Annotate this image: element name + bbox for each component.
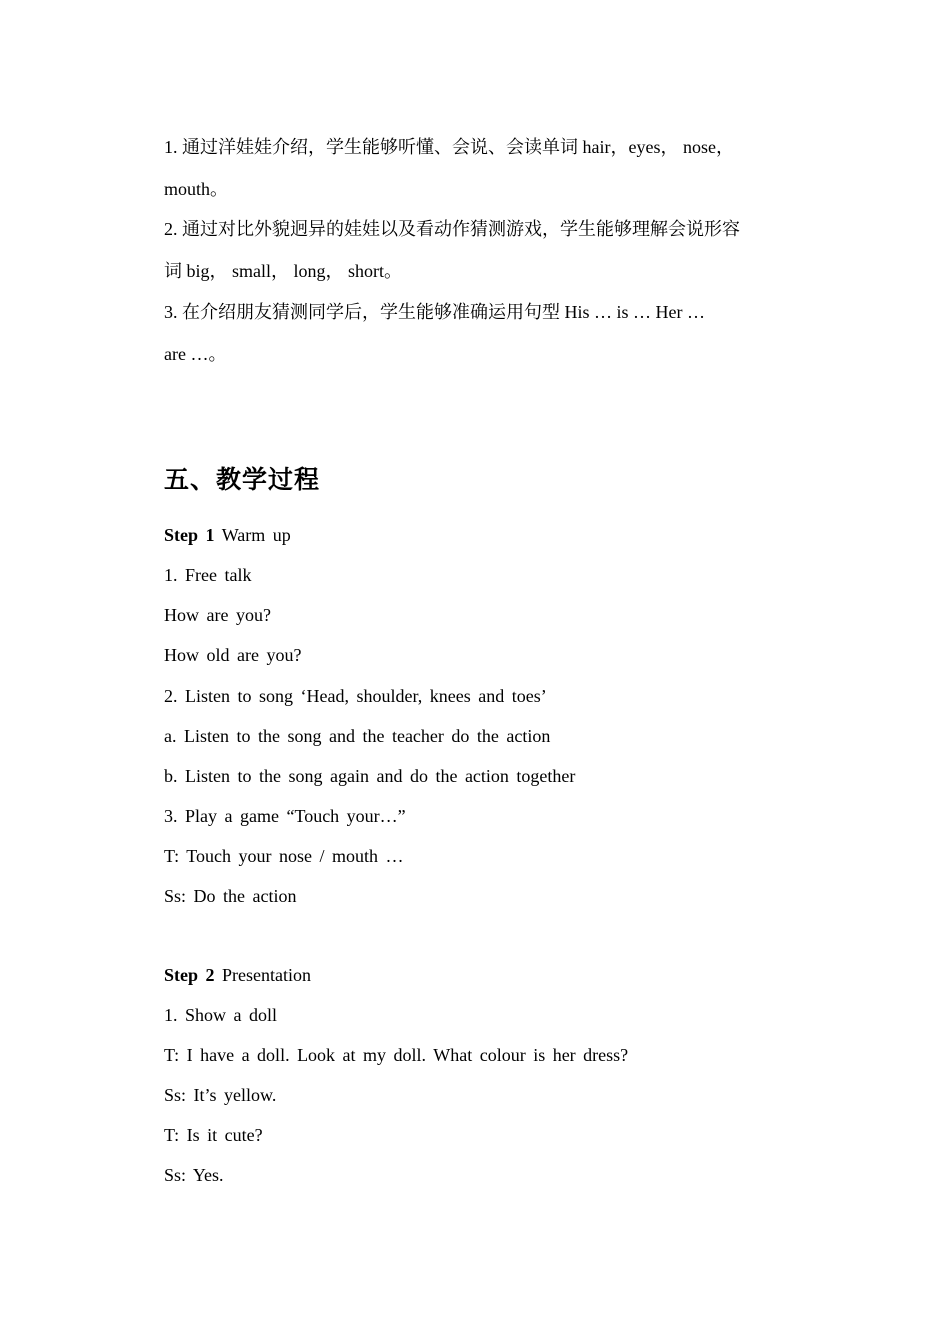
step-2-heading (164, 965, 311, 986)
step-1-line: Ss: Do the action (164, 886, 297, 906)
step-1-line: 3. Play a game “Touch your…” (164, 806, 406, 826)
step-1-line: T: Touch your nose / mouth … (164, 846, 404, 866)
step-1-line: 2. Listen to song ‘Head, shoulder, knees and toes’ (164, 686, 547, 706)
step-2-label: Step 2 (164, 965, 215, 985)
objective-1-line-2: mouth。 (164, 179, 229, 199)
step-1-line: b. Listen to the song again and do the action together (164, 766, 576, 786)
step-1-heading (164, 525, 291, 546)
step-2-line: Ss: Yes. (164, 1165, 224, 1185)
step-2-line: 1. Show a doll (164, 1005, 278, 1025)
section-title: 五、教学过程 (164, 465, 321, 494)
objective-3-line-2: are …。 (164, 344, 227, 364)
objective-3 (164, 291, 790, 375)
objective-3-line-1: 3. 在介绍朋友猜测同学后，学生能够准确运用句型 His … is … Her … (164, 302, 705, 322)
step-1-line: How old are you? (164, 645, 302, 665)
step-1-line: How are you? (164, 605, 271, 625)
objective-2-line-1: 2. 通过对比外貌迥异的娃娃以及看动作猜测游戏，学生能够理解会说形容 (164, 219, 740, 239)
step-2-line: T: I have a doll. Look at my doll. What colour is her dress? (164, 1045, 629, 1065)
step-1-title: Warm up (221, 525, 291, 545)
step-1-line: a. Listen to the song and the teacher do the action (164, 726, 551, 746)
objective-1-line-1: 1. 通过洋娃娃介绍，学生能够听懂、会说、会读单词 hair，eyes， nose， (164, 137, 734, 157)
step-1-line: 1. Free talk (164, 565, 252, 585)
objective-1 (164, 126, 790, 210)
objective-2-line-2: 词 big， small， long， short。 (164, 261, 402, 281)
step-2-line: Ss: It’s yellow. (164, 1085, 277, 1105)
objective-2 (164, 208, 790, 292)
step-1-label: Step 1 (164, 525, 215, 545)
step-2-title: Presentation (222, 965, 311, 985)
step-2-line: T: Is it cute? (164, 1125, 263, 1145)
